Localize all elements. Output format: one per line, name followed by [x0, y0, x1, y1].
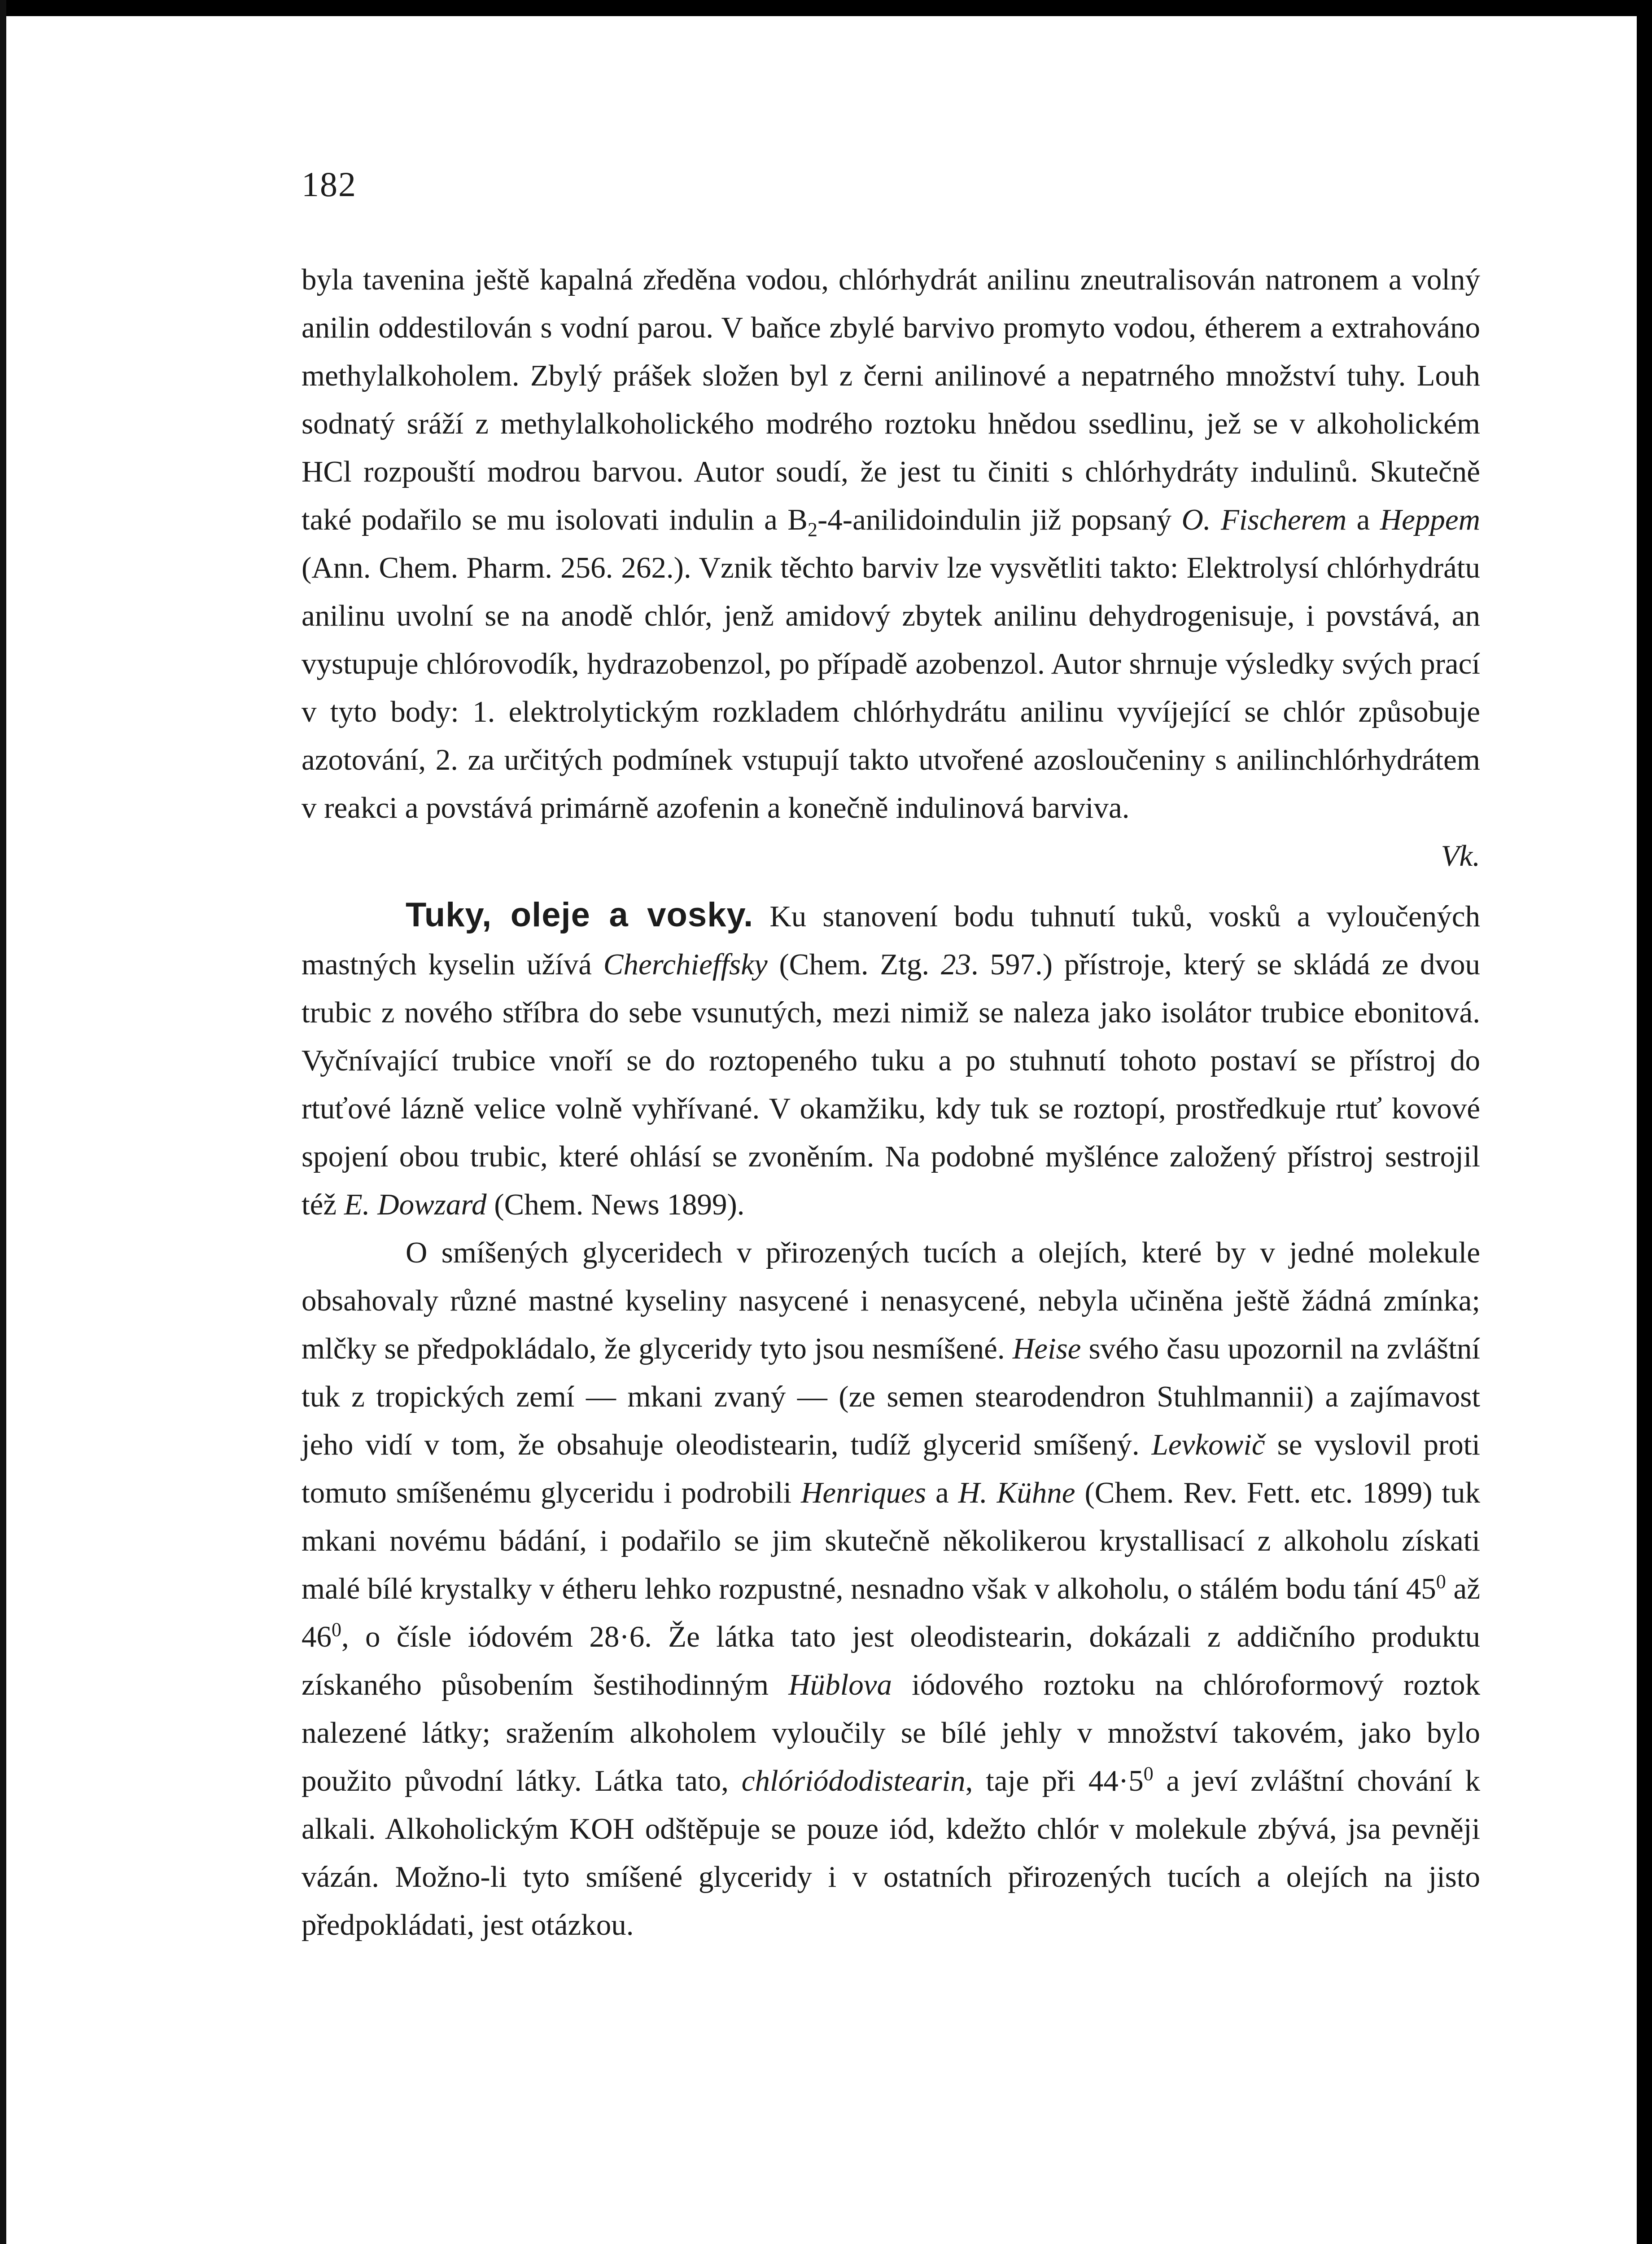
section-gap [302, 880, 1480, 891]
author-name: O. Fischerem [1181, 503, 1347, 536]
scan-border-right [1637, 0, 1652, 2244]
para3-text-7: , o čísle iódovém 28·6. Že látka tato jest oleodistearin, dokázali z addičního produktu získaného působením šestihodinným [302, 1620, 1480, 1701]
para3-text-4: a [926, 1476, 958, 1509]
para2-text-1: Ku stanovení bodu tuhnutí tuků, vosků a vyloučených mastných kyselin užívá [302, 900, 1480, 981]
author-name: Heise [1012, 1332, 1081, 1365]
paragraph-fats-intro [302, 891, 1480, 1229]
para1-text-1: byla tavenina ještě kapalná zředěna vodou, chlórhydrát anilinu zneutralisován natronem a volný anilin oddestilován s vodní parou. V baňce zbylé barvivo promyto vodou, étherem a extrahováno methylalkoholem. Zbylý prášek složen byl z černi anilinové a nepatrného množství tuhy. Louh sodnatý sráží z methylalkoholického modrého roztoku hnědou ssedlinu, jež se v alkoholickém HCl rozpouští modrou barvou. Autor soudí, že jest tu činiti s chlórhydráty indulinů. Skutečně také podařilo se mu isolovati indulin a B [302, 263, 1480, 536]
para3-text-8: iódového roztoku na chlóroformový roztok nalezené látky; sražením alkoholem vyloučily se bílé jehly v množství takovém, jako bylo použito původní látky. Látka tato, [302, 1668, 1480, 1797]
para3-text-10: a jeví zvláštní chování k alkali. Alkoholickým KOH odštěpuje se pouze iód, kdežto chlór v molekule zbývá, jsa pevněji vázán. Možno-li tyto smíšené glyceridy i v ostatních přirozených tucích a olejích na jisto předpokládati, jest otázkou. [302, 1764, 1480, 1942]
subscript: 2 [807, 518, 817, 541]
author-signature [302, 832, 1480, 880]
page-number: 182 [302, 165, 357, 204]
degree-mark: 0 [1143, 1762, 1154, 1785]
para3-text-1: O smíšených glyceridech v přirozených tucích a olejích, které by v jedné molekule obsahovaly různé mastné kyseliny nasycené i nenasycené, nebyla učiněna ještě žádná zmínka; mlčky se předpokládalo, že glyceridy tyto jsou nesmíšené. [302, 1236, 1480, 1365]
para1-text-2: -4-anilidoindulin již popsaný [817, 503, 1182, 536]
para3-text-2: svého času upozornil na zvláštní tuk z tropických zemí — mkani zvaný — (ze semen stearodendron Stuhlmannii) a zajímavost jeho vidí v tom, že obsahuje oleodistearin, tudíž glycerid smíšený. [302, 1332, 1480, 1461]
para2-text-3: . 597.) přístroje, který se skládá ze dvou trubic z nového stříbra do sebe vsunutých, mezi nimiž se naleza jako isolátor trubice ebonitová. Vyčnívající trubice vnoří se do roztopeného tuku a po stuhnutí tohoto postaví se přístroj do rtuťové lázně velice volně vyhřívané. V okamžiku, kdy tuk se roztopí, prostředkuje rtuť kovové spojení obou trubic, které ohlásí se zvoněním. Na podobné myšlénce založený přístroj sestrojil též [302, 948, 1480, 1221]
paragraph-electrolysis [302, 256, 1480, 832]
para1-text-4: (Ann. Chem. Pharm. 256. 262.). Vznik těchto barviv lze vysvětliti takto: Elektrolysí chlórhydrátu anilinu uvolní se na anodě chlór, jenž amidový zbytek anilinu dehydrogenisuje, i povstává, an vystupuje chlórovodík, hydrazobenzol, po případě azobenzol. Autor shrnuje výsledky svých prací v tyto body: 1. elektrolytickým rozkladem chlórhydrátu anilinu vyvíjející se chlór způsobuje azotování, 2. za určitých podmínek vstupují takto utvořené azosloučeniny s anilinchlórhydrátem v reakci a povstává primárně azofenin a konečně indulinová barviva. [302, 551, 1480, 824]
para3-text-6: až 46 [302, 1572, 1480, 1653]
signature-text: Vk. [1441, 839, 1480, 872]
para2-text-2: (Chem. Ztg. [767, 948, 941, 981]
scan-border-left [0, 0, 6, 2244]
para1-text-3: a [1346, 503, 1380, 536]
para3-text-9: , taje při 44·5 [965, 1764, 1144, 1797]
volume-number: 23 [940, 948, 971, 981]
para2-text-4: (Chem. News 1899). [486, 1188, 745, 1221]
degree-mark: 0 [332, 1618, 341, 1641]
author-name: E. Dowzard [344, 1188, 487, 1221]
degree-mark: 0 [1436, 1570, 1446, 1593]
scan-border-top [0, 0, 1652, 16]
author-name: Hüblova [788, 1668, 892, 1701]
author-name: Levkowič [1151, 1428, 1265, 1461]
section-heading: Tuky, oleje a vosky. [406, 896, 754, 934]
author-name: Cherchieffsky [603, 948, 768, 981]
page-body [302, 256, 1480, 1949]
author-name: Heppem [1380, 503, 1481, 536]
author-name: H. Kühne [958, 1476, 1075, 1509]
author-name: Henriques [800, 1476, 927, 1509]
para3-text-5: (Chem. Rev. Fett. etc. 1899) tuk mkani novému bádání, i podařilo se jim skutečně několikerou krystallisací z alkoholu získati malé bílé krystalky v étheru lehko rozpustné, nesnadno však v alkoholu, o stálém bodu tání 45 [302, 1476, 1480, 1605]
para3-text-3: se vyslovil proti tomuto smíšenému glyceridu i podrobili [302, 1428, 1481, 1509]
compound-name: chlóriódodistearin [741, 1764, 966, 1797]
paragraph-mixed-glycerides [302, 1229, 1480, 1949]
